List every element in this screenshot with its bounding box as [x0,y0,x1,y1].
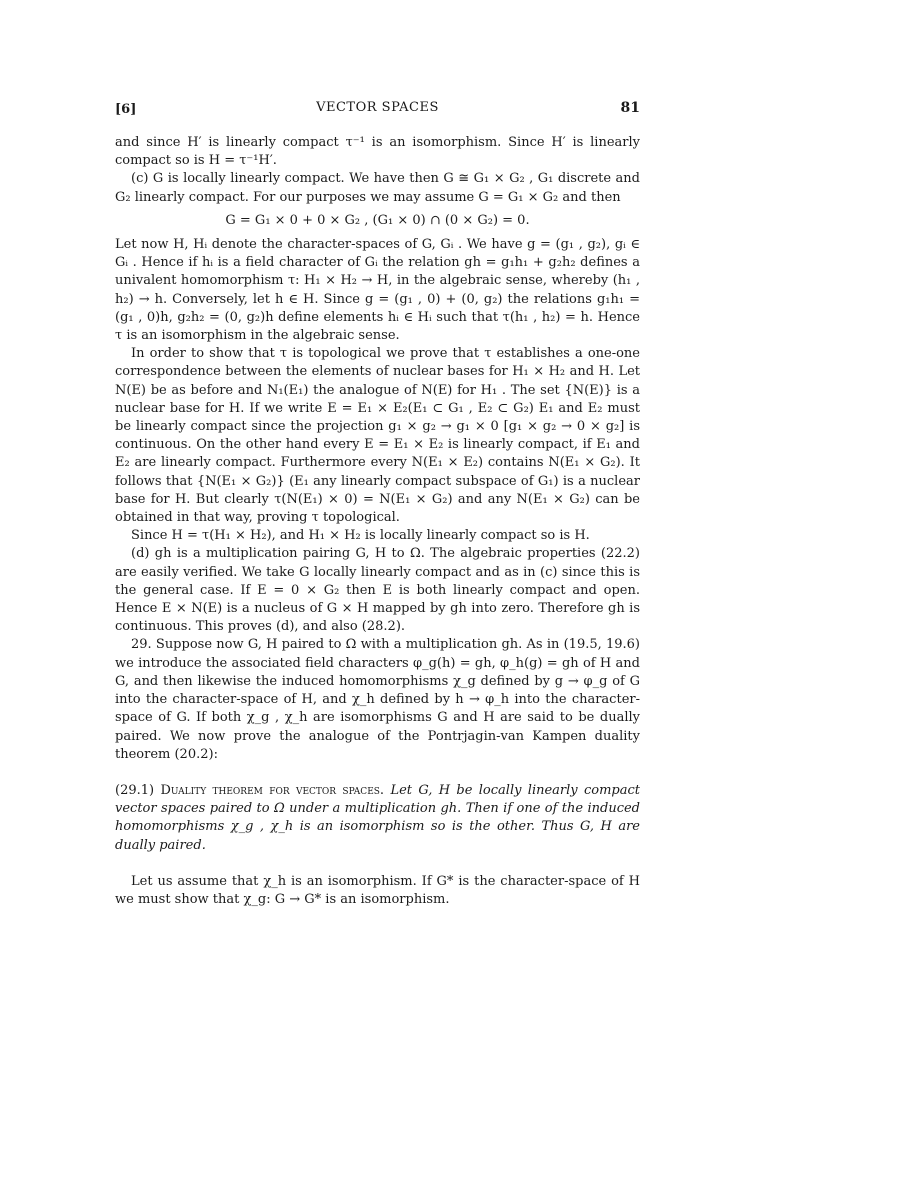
running-header [115,100,640,120]
paragraph-section-29: 29. Suppose now G, H paired to Ω with a multiplication gh. As in (19.5, 19.6) we introduce the associated field characters φ_g(h) = gh, φ_h(g) = gh of H and G, and then likewise the induced homomorphisms χ_g defined by g → φ_g of G into the character-space of H, and χ_h defined by h → φ_h into the character-space of G. If both χ_g , χ_h are isomorphisms G and H are said to be dually paired. We now prove the analogue of the Pontrjagin-van Kampen duality theorem (20.2): [115,637,640,762]
theorem-number: (29.1) [115,782,155,798]
theorem-statement: Let G, H be locally linearly compact vector spaces paired to Ω under a multiplication gh. Then if one of the induced homomorphisms χ_g , χ_h is an isomorphism so is the other. Thus G, H are dually paired. [115,782,641,853]
paragraph: Let now H, Hᵢ denote the character-spaces of G, Gᵢ . We have g = (g₁ , g₂), gᵢ ∈ Gᵢ . Hence if hᵢ is a field character of Gᵢ the relation gh = g₁h₁ + g₂h₂ defines a univalent homomorphism τ: H₁ × H₂ → H, in the algebraic sense, whereby (h₁ , h₂) → h. Conversely, let h ∈ H. Since g = (g₁ , 0) + (0, g₂) the relations g₁h₁ = (g₁ , 0)h, g₂h₂ = (0, g₂)h define elements hᵢ ∈ Hᵢ such that τ(h₁ , h₂) = h. Hence τ is an isomorphism in the algebraic sense. [115,237,640,344]
paragraph-case-d: (d) gh is a multiplication pairing G, H to Ω. The algebraic properties (22.2) are easily verified. We take G locally linearly compact and as in (c) since this is the general case. If E = 0 × G₂ then E is both linearly compact and open. Hence E × N(E) is a nucleus of G × H mapped by gh into zero. Therefore gh is continuous. This proves (d), and also (28.2). [115,546,640,635]
paragraph-case-c: (c) G is locally linearly compact. We have then G ≅ G₁ × G₂ , G₁ discrete and G₂ linearly compact. For our purposes we may assume G = G₁ × G₂ and then [115,171,640,205]
paragraph: In order to show that τ is topological we prove that τ establishes a one-one correspondence between the elements of nuclear bases for H₁ × H₂ and H. Let N(E) be as before and N₁(E₁) the analogue of N(E) for H₁ . The set {N(E)} is a nuclear base for H. If we write E = E₁ × E₂(E₁ ⊂ G₁ , E₂ ⊂ G₂) E₁ and E₂ must be linearly compact since the projection g₁ × g₂ → g₁ × 0 [g₁ × g₂ → 0 × g₂] is continuous. On the other hand every E = E₁ × E₂ is linearly compact, if E₁ and E₂ are linearly compact. Furthermore every N(E₁ × E₂) contains N(E₁ × G₂). It follows that {N(E₁ × G₂)} (E₁ any linearly compact subspace of G₁) is a nuclear base for H. But clearly τ(N(E₁) × 0) = N(E₁ × G₂) and any N(E₁ × G₂) can be obtained in that way, proving τ topological. [115,346,640,526]
page-body [115,134,640,909]
running-title: VECTOR SPACES [316,100,439,115]
paragraph-proof: Let us assume that χ_h is an isomorphism. If G* is the character-space of H we must show that χ_g: G → G* is an isomorphism. [115,873,640,907]
theorem-29-1 [115,782,640,855]
display-equation: G = G₁ × 0 + 0 × G₂ , (G₁ × 0) ∩ (0 × G₂) = 0. [225,212,530,228]
page-number: 81 [620,100,640,116]
section-marker: [6] [115,102,137,117]
paragraph: Since H = τ(H₁ × H₂), and H₁ × H₂ is locally linearly compact so is H. [131,528,590,544]
paragraph: and since H′ is linearly compact τ⁻¹ is an isomorphism. Since H′ is linearly compact so is H = τ⁻¹H′. [115,135,640,169]
theorem-name: Duality theorem for vector spaces. [160,782,385,798]
